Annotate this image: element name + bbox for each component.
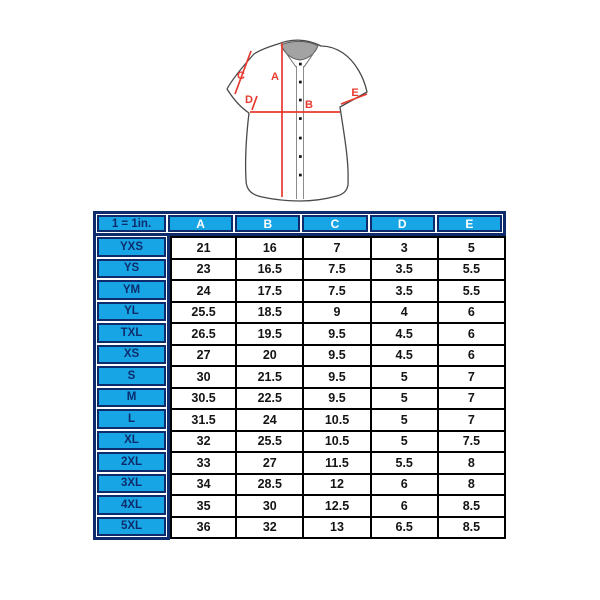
measurement-cell: 4	[372, 303, 439, 325]
measurement-cell: 5	[372, 367, 439, 389]
column-header-a: A	[168, 215, 233, 232]
measurement-cell: 10.5	[304, 410, 371, 432]
measurement-cell: 5	[372, 432, 439, 454]
measurement-cell: 6	[372, 496, 439, 518]
size-label-cell: XL	[97, 431, 166, 451]
measurement-cell: 31.5	[170, 410, 237, 432]
size-label-cell: M	[97, 388, 166, 408]
measurement-cell: 36	[170, 518, 237, 540]
measurement-cell: 4.5	[372, 324, 439, 346]
measurement-cell: 26.5	[170, 324, 237, 346]
measurement-cell: 30	[237, 496, 304, 518]
measure-label-e: E	[351, 87, 359, 99]
measurement-grid	[170, 236, 506, 540]
measurement-cell: 17.5	[237, 281, 304, 303]
size-label-column	[93, 236, 170, 540]
measurement-cell: 35	[170, 496, 237, 518]
size-label-cell: YXS	[97, 237, 166, 257]
measurement-cell: 8.5	[439, 496, 506, 518]
measurement-cell: 5	[372, 410, 439, 432]
measurement-cell: 21.5	[237, 367, 304, 389]
measurement-cell: 20	[237, 346, 304, 368]
size-label-cell: S	[97, 366, 166, 386]
measurement-cell: 8.5	[439, 518, 506, 540]
measurement-cell: 6.5	[372, 518, 439, 540]
measurement-cell: 24	[237, 410, 304, 432]
measurement-cell: 5	[372, 389, 439, 411]
measurement-cell: 7.5	[304, 260, 371, 282]
measurement-cell: 6	[439, 346, 506, 368]
measurement-cell: 25.5	[237, 432, 304, 454]
measure-label-a: A	[271, 71, 279, 83]
measurement-cell: 7	[304, 238, 371, 260]
measurement-cell: 24	[170, 281, 237, 303]
measurement-cell: 8	[439, 453, 506, 475]
measurement-cell: 10.5	[304, 432, 371, 454]
measurement-cell: 9.5	[304, 324, 371, 346]
column-header-e: E	[437, 215, 502, 232]
measurement-cell: 7.5	[439, 432, 506, 454]
measurement-cell: 23	[170, 260, 237, 282]
measurement-cell: 22.5	[237, 389, 304, 411]
size-label-cell: 3XL	[97, 474, 166, 494]
measure-label-c: C	[237, 70, 245, 82]
size-label-cell: TXL	[97, 323, 166, 343]
unit-note-cell: 1 = 1in.	[97, 215, 166, 232]
size-label-cell: 2XL	[97, 452, 166, 472]
measurement-cell: 8	[439, 475, 506, 497]
measurement-cell: 4.5	[372, 346, 439, 368]
measurement-cell: 30	[170, 367, 237, 389]
measurement-cell: 9.5	[304, 367, 371, 389]
measurement-cell: 3	[372, 238, 439, 260]
table-body	[93, 236, 506, 540]
size-label-cell: L	[97, 409, 166, 429]
measurement-cell: 16	[237, 238, 304, 260]
size-chart-table	[93, 211, 506, 540]
measurement-cell: 11.5	[304, 453, 371, 475]
measurement-cell: 7	[439, 367, 506, 389]
measurement-cell: 28.5	[237, 475, 304, 497]
measurement-cell: 3.5	[372, 281, 439, 303]
measurement-cell: 21	[170, 238, 237, 260]
measurement-cell: 9	[304, 303, 371, 325]
measurement-cell: 18.5	[237, 303, 304, 325]
measurement-cell: 19.5	[237, 324, 304, 346]
measurement-cell: 25.5	[170, 303, 237, 325]
measure-label-d: D	[245, 94, 253, 106]
measurement-cell: 5.5	[439, 260, 506, 282]
measure-label-b: B	[305, 99, 313, 111]
measurement-cell: 6	[439, 303, 506, 325]
size-label-cell: YS	[97, 259, 166, 279]
measurement-cell: 6	[439, 324, 506, 346]
measurement-cell: 9.5	[304, 389, 371, 411]
measurement-cell: 3.5	[372, 260, 439, 282]
column-header-b: B	[235, 215, 300, 232]
measurement-cell: 13	[304, 518, 371, 540]
measurement-cell: 34	[170, 475, 237, 497]
column-header-d: D	[370, 215, 435, 232]
measurement-cell: 7.5	[304, 281, 371, 303]
measurement-cell: 5.5	[372, 453, 439, 475]
measurement-cell: 32	[237, 518, 304, 540]
measurement-cell: 30.5	[170, 389, 237, 411]
size-label-cell: 5XL	[97, 517, 166, 537]
size-label-cell: YL	[97, 302, 166, 322]
measurement-cell: 9.5	[304, 346, 371, 368]
size-label-cell: 4XL	[97, 495, 166, 515]
measurement-cell: 6	[372, 475, 439, 497]
size-label-cell: XS	[97, 345, 166, 365]
measurement-cell: 5	[439, 238, 506, 260]
measurement-cell: 27	[237, 453, 304, 475]
measurement-cell: 7	[439, 389, 506, 411]
table-header-row	[93, 211, 506, 236]
measurement-cell: 33	[170, 453, 237, 475]
measurement-cell: 7	[439, 410, 506, 432]
measurement-cell: 32	[170, 432, 237, 454]
measurement-cell: 5.5	[439, 281, 506, 303]
size-label-cell: YM	[97, 280, 166, 300]
measurement-cell: 16.5	[237, 260, 304, 282]
column-header-c: C	[302, 215, 367, 232]
measurement-cell: 27	[170, 346, 237, 368]
measurement-cell: 12	[304, 475, 371, 497]
measurement-cell: 12.5	[304, 496, 371, 518]
